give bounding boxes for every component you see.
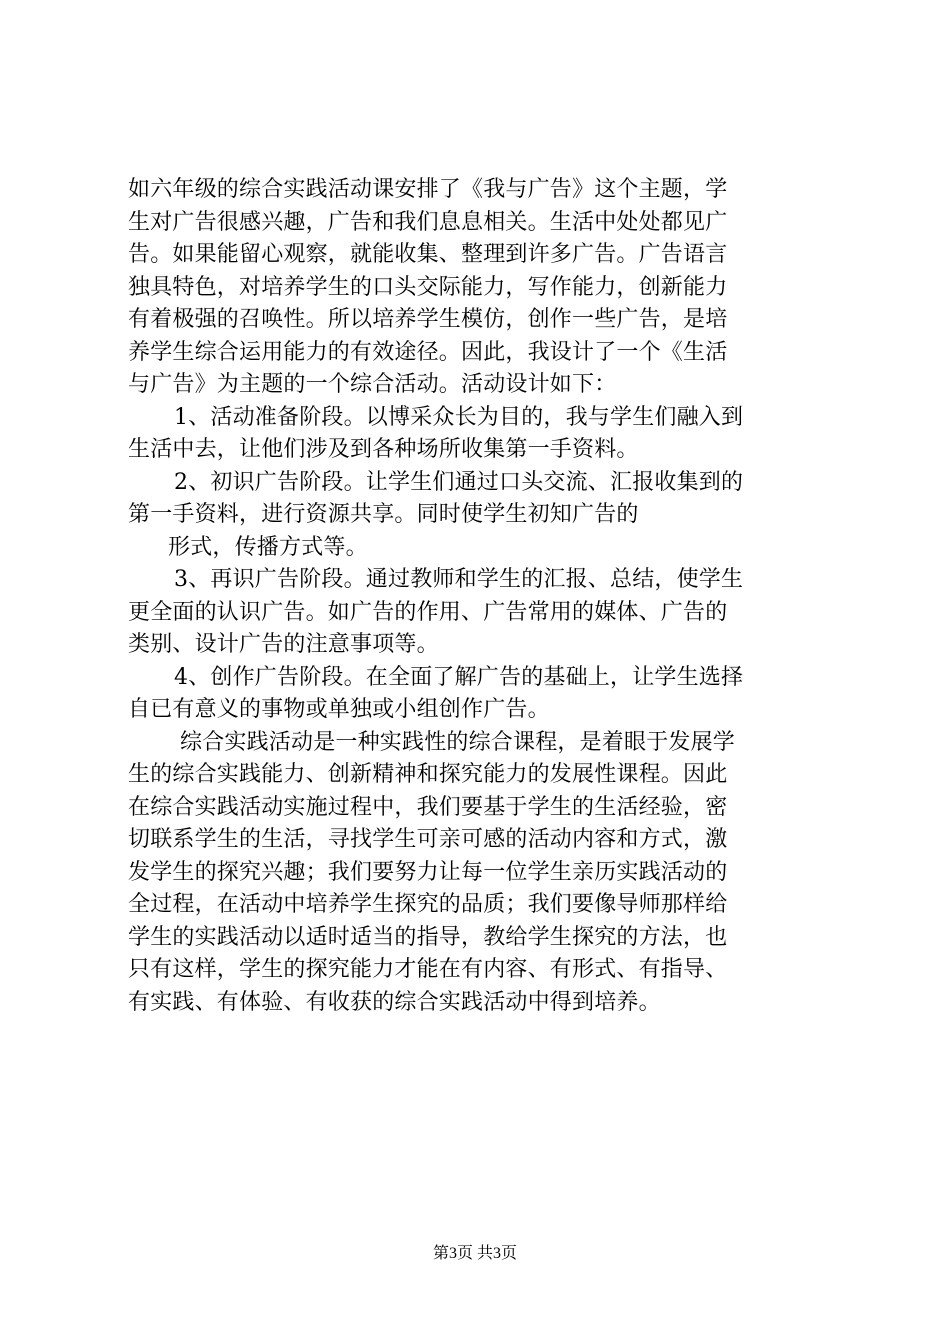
text-line: 独具特色，对培养学生的口头交际能力，写作能力，创新能力 (128, 274, 728, 300)
text-line: 发学生的探究兴趣；我们要努力让每一位学生亲历实践活动的 (128, 859, 728, 885)
text-line: 有实践、有体验、有收获的综合实践活动中得到培养。 (128, 989, 661, 1015)
text-line: 4、创作广告阶段。在全面了解广告的基础上，让学生选择 (174, 664, 744, 690)
text-line: 学生的实践活动以适时适当的指导，教给学生探究的方法，也 (128, 924, 728, 950)
text-line: 自已有意义的事物或单独或小组创作广告。 (128, 697, 550, 722)
text-line: 生活中去，让他们涉及到各种场所收集第一手资料。 (128, 437, 639, 462)
text-line: 生对广告很感兴趣，广告和我们息息相关。生活中处处都见广 (128, 209, 728, 235)
text-line: 形式，传播方式等。 (168, 534, 368, 560)
page-number-footer: 第3页 共3页 (432, 1245, 517, 1262)
text-line: 如六年级的综合实践活动课安排了《我与广告》这个主题，学 (128, 177, 728, 202)
text-line: 有着极强的召唤性。所以培养学生模仿，创作一些广告，是培 (128, 307, 728, 332)
text-line: 3、再识广告阶段。通过教师和学生的汇报、总结，使学生 (174, 567, 744, 592)
text-line: 全过程，在活动中培养学生探究的品质；我们要像导师那样给 (128, 892, 728, 917)
text-line: 在综合实践活动实施过程中，我们要基于学生的生活经验，密 (128, 794, 728, 820)
text-line: 1、活动准备阶段。以博采众长为目的，我与学生们融入到 (174, 404, 744, 430)
text-line: 生的综合实践能力、创新精神和探究能力的发展性课程。因此 (128, 762, 728, 787)
text-line: 告。如果能留心观察，就能收集、整理到许多广告。广告语言 (128, 242, 728, 267)
text-line: 与广告》为主题的一个综合活动。活动设计如下： (128, 372, 617, 397)
document-body (128, 174, 838, 1019)
text-line: 只有这样，学生的探究能力才能在有内容、有形式、有指导、 (128, 957, 728, 982)
text-line: 2、初识广告阶段。让学生们通过口头交流、汇报收集到的 (174, 469, 744, 495)
text-line: 综合实践活动是一种实践性的综合课程，是着眼于发展学 (180, 729, 736, 755)
text-line: 第一手资料，进行资源共享。同时使学生初知广告的 (128, 502, 639, 527)
text-line: 类别、设计广告的注意事项等。 (128, 632, 439, 657)
text-line: 养学生综合运用能力的有效途径。因此，我设计了一个《生活 (128, 339, 728, 365)
text-line: 切联系学生的生活，寻找学生可亲可感的活动内容和方式，激 (128, 827, 728, 852)
text-line: 更全面的认识广告。如广告的作用、广告常用的媒体、广告的 (128, 599, 728, 625)
